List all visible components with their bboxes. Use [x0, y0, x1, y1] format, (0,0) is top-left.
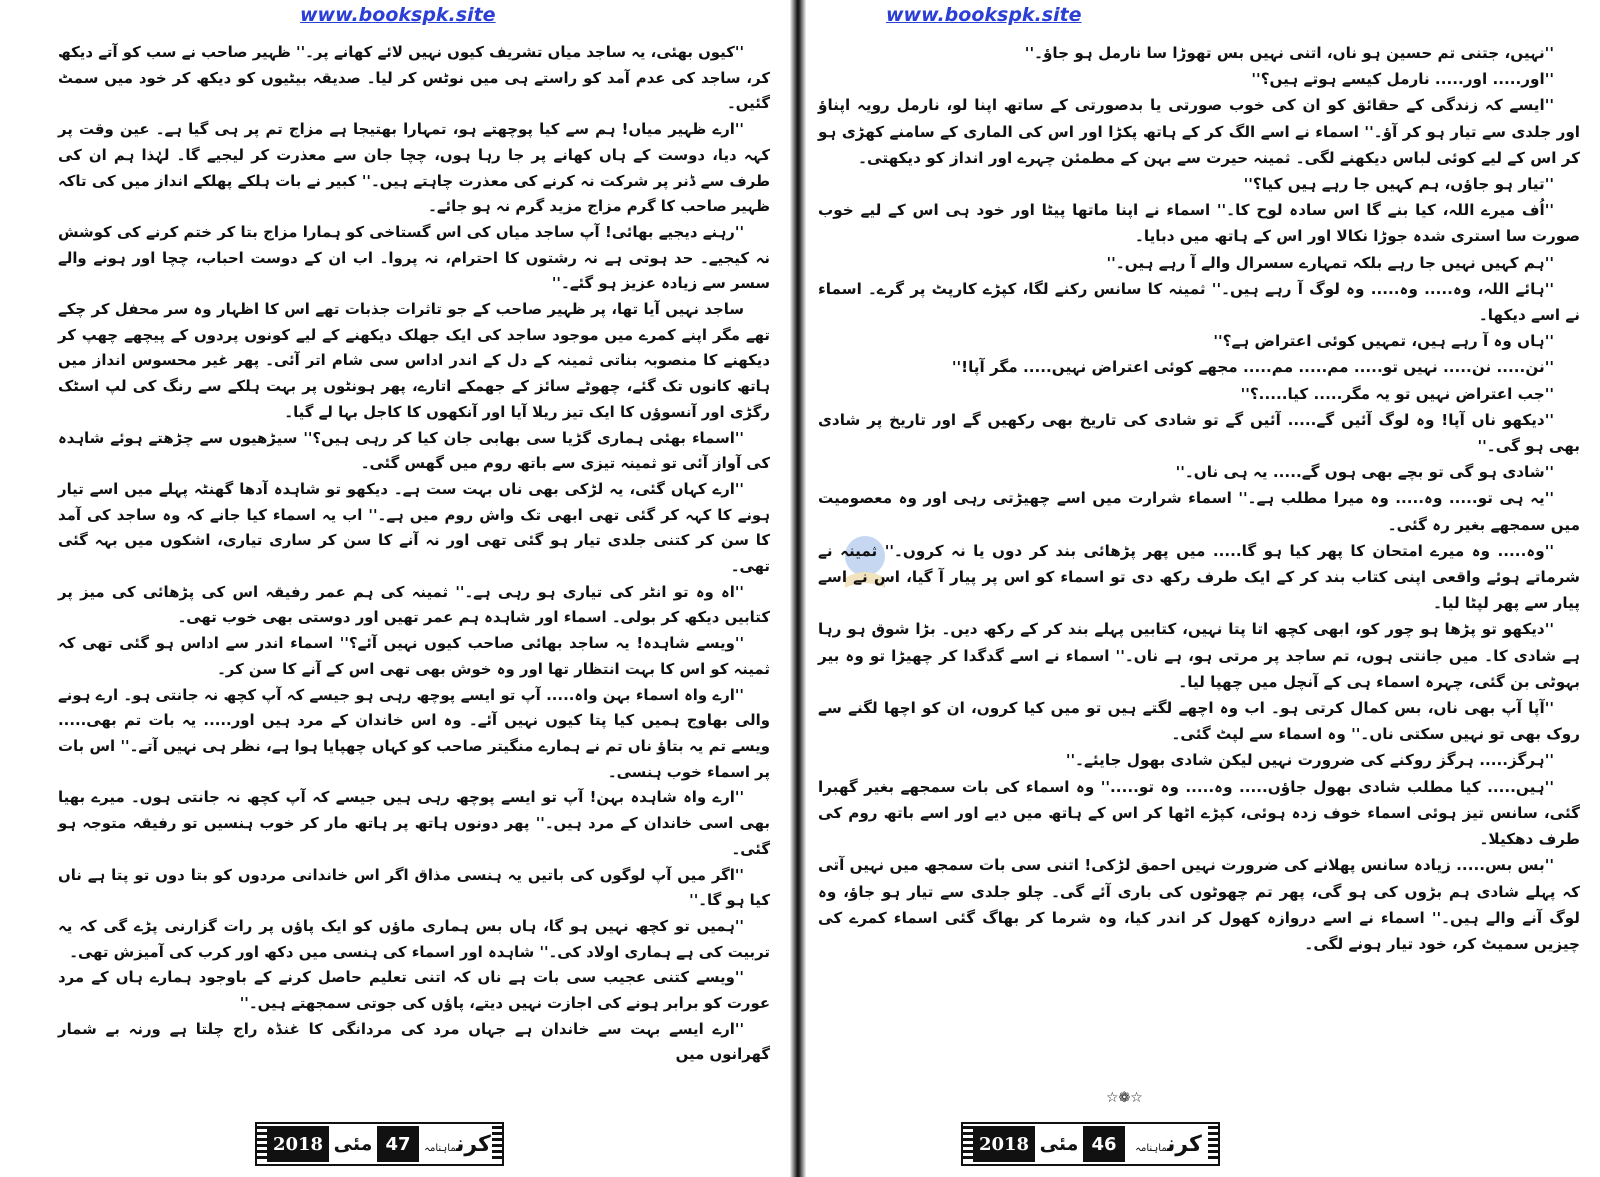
footer-ornament — [492, 1126, 502, 1162]
footer-page-number: 46 — [1083, 1126, 1125, 1162]
story-paragraph: ''ارے واہ شاہدہ بہن! آپ تو ایسے پوچھ رہی ہیں جیسے کہ آپ کچھ نہ جانتی ہوں۔ میرے بھیا بھی اسی خاندان کے مرد ہیں۔'' پھر دونوں ہاتھ پر ہاتھ مار کر خوب ہنسیں تو رفیقہ متوجہ ہو گئی۔ — [58, 788, 770, 858]
footer-month: مئی — [333, 1133, 373, 1155]
story-paragraph: ''اسماء بھئی ہماری گڑیا سی بھابی جان کیا کر رہی ہیں؟'' سیڑھیوں سے چڑھتے ہوئے شاہدہ کی آواز آئی تو ثمینہ تیزی سے باتھ روم میں گھس گئی۔ — [58, 428, 770, 473]
footer-ornament — [1208, 1126, 1218, 1162]
story-paragraph: ''دیکھو تو پڑھا ہو چور کو، ابھی کچھ اتا پتا نہیں، کتابیں پہلے بند کر کے رکھ دیں۔ بڑا شوق ہو رہا ہے شادی کا۔ میں جانتی ہوں، تم ساجد پر مرتی ہو، ہے ناں۔'' اسماء نے اسے گدگدا کر چھیڑا تو وہ بیر بہوٹی بن گئی، چہرہ اسماء ہی کے آنچل میں چھپا لیا۔ — [818, 620, 1580, 691]
story-paragraph: ''وہ..... وہ میرے امتحان کا پھر کیا ہو گا..... میں پھر پڑھائی بند کر دوں یا نہ کروں۔'' ثمینہ نے شرماتے ہوئے واقعی اپنی کتاب بند کر کے ایک طرف رکھ دی تو اسماء کو اس پر پیار آ گیا، اس نے اسے پیار سے پھر لپٹا لیا۔ — [818, 541, 1580, 613]
magazine-title: کرن — [456, 1131, 491, 1157]
right-page-text — [818, 40, 1580, 957]
section-end-stars: ☆❁☆ — [1106, 1090, 1143, 1106]
right-page-footer — [961, 1122, 1220, 1166]
story-paragraph: ''نن..... نن..... نہیں تو..... مم..... مم..... مجھے کوئی اعتراض نہیں..... مگر آپا!'' — [951, 358, 1554, 377]
story-paragraph: ''بس بس..... زیادہ سانس پھلانے کی ضرورت نہیں احمق لڑکی! اتنی سی بات سمجھ میں نہیں آتی کہ پہلے شادی ہم بڑوں کی ہو گی، پھر تم چھوٹوں کی باری آئے گی۔ چلو جلدی سے تیار ہو جاؤ، وہ لوگ آنے والے ہیں۔'' اسماء نے اسے دروازہ کھول کر اندر کیا، وہ شرما کر بھاگ گئی اسماء کمرے کی چیزیں سمیٹ کر، خود تیار ہونے لگی۔ — [818, 856, 1580, 953]
story-paragraph: ''ہرگز..... ہرگز روکنے کی ضرورت نہیں لیکن شادی بھول جایئے۔'' — [1065, 751, 1554, 770]
left-page-text — [58, 40, 770, 1068]
site-url[interactable]: www.bookspk.site — [886, 4, 1082, 26]
footer-page-number: 47 — [377, 1126, 419, 1162]
story-paragraph: ''اور..... اور..... نارمل کیسے ہوتے ہیں؟'' — [1251, 70, 1554, 89]
story-paragraph: ''ہائے اللہ، وہ..... وہ..... وہ لوگ آ رہے ہیں۔'' ثمینہ کا سانس رکنے لگا، کپڑے کارپٹ پر گرے۔ اسماء نے اسے دیکھا۔ — [818, 279, 1580, 325]
left-page-footer — [255, 1122, 504, 1166]
story-paragraph: ''شادی ہو گی تو بچے بھی ہوں گے..... یہ ہی ناں۔'' — [1175, 463, 1554, 482]
site-url[interactable]: www.bookspk.site — [300, 4, 496, 26]
story-paragraph: ''ارے واہ اسماء بہن واہ..... آپ تو ایسے پوچھ رہی ہو جیسے کہ آپ کچھ نہ جانتی ہو۔ ارے ہونے والی بھاوج ہمیں کیا پتا کیوں نہیں آئے۔ وہ اس خاندان کے مرد ہیں اور..... یہ بات تم بھی..... ویسے تم یہ بتاؤ ناں تم نے ہمارے منگیتر صاحب کو کہاں چھپایا ہوا ہے، نظر ہی نہیں آتے۔'' اس بات پر اسماء خوب ہنسی۔ — [58, 685, 770, 781]
story-paragraph: ''ویسے کتنی عجیب سی بات ہے ناں کہ اتنی تعلیم حاصل کرنے کے باوجود ہمارے ہاں کے مرد عورت کو برابر ہونے کی اجازت نہیں دیتے، پاؤں کی جوتی سمجھتے ہیں۔'' — [58, 968, 770, 1013]
story-paragraph: ''اہ وہ تو انٹر کی تیاری ہو رہی ہے۔'' ثمینہ کی ہم عمر رفیقہ اس کی پڑھائی کی میز پر کتابیں دیکھ کر بولی۔ اسماء اور شاہدہ ہم عمر تھیں اور دوستی بھی خوب تھی۔ — [58, 582, 770, 627]
story-paragraph: ''اُف میرے اللہ، کیا بنے گا اس سادہ لوح کا۔'' اسماء نے اپنا ماتھا پیٹا اور خود ہی اس کے لیے خوب صورت سا استری شدہ جوڑا نکالا اور اس کے ہاتھ میں دبایا۔ — [818, 201, 1580, 246]
footer-ornament — [257, 1126, 267, 1162]
story-paragraph: ''جب اعتراض نہیں تو یہ مگر..... کیا.....؟'' — [1240, 384, 1554, 403]
footer-month: مئی — [1039, 1133, 1079, 1155]
story-paragraph: ''ہم کہیں نہیں جا رہے بلکہ تمہارے سسرال والے آ رہے ہیں۔'' — [1106, 253, 1554, 272]
story-paragraph: ''ہمیں تو کچھ نہیں ہو گا، ہاں بس ہماری ماؤں کو ایک پاؤں پر رات گزارنی پڑے گی کہ یہ تربیت کی ہے ہماری اولاد کی۔'' شاہدہ اور اسماء کی ہنسی میں دکھ اور کرب کی آمیزش تھی۔ — [58, 916, 770, 961]
story-paragraph: ''ہاں وہ آ رہے ہیں، تمہیں کوئی اعتراض ہے؟'' — [1213, 332, 1554, 351]
story-paragraph: ''آپا آپ بھی ناں، بس کمال کرتی ہو۔ اب وہ اچھے لگتے ہیں تو میں کیا کروں، ان کو اچھا لگنے سے روک بھی تو نہیں سکتی ناں۔'' وہ اسماء سے لپٹ گئی۔ — [818, 699, 1580, 744]
footer-year: 2018 — [267, 1126, 329, 1162]
story-paragraph: ''اگر میں آپ لوگوں کی باتیں یہ ہنسی مذاق اگر اس خاندانی مردوں کو بتا دوں تو پتا ہے ناں کیا ہو گا۔'' — [58, 865, 770, 910]
story-paragraph: ''نہیں، جتنی تم حسین ہو ناں، اتنی نہیں بس تھوڑا سا نارمل ہو جاؤ۔'' — [1024, 44, 1554, 62]
story-paragraph: ''ایسے کہ زندگی کے حقائق کو ان کی خوب صورتی یا بدصورتی کے ساتھ اپنا لو، نارمل رویہ اپناؤ اور جلدی سے تیار ہو کر آؤ۔'' اسماء نے اسے الگ کر کے ہاتھ پکڑا اور اس کی الماری کے سامنے کھڑی ہو کر اس کے لیے کوئی لباس دیکھنے لگی۔ ثمینہ حیرت سے بہن کے مطمئن چہرے اور انداز کو دیکھتی۔ — [818, 96, 1580, 167]
footer-magazine-name — [1125, 1132, 1208, 1157]
footer-ornament — [963, 1126, 973, 1162]
story-paragraph: ''دیکھو ناں آپا! وہ لوگ آئیں گے..... آئیں گے تو شادی کی تاریخ بھی رکھیں گے اور تاریخ پر شادی بھی ہو گی۔'' — [818, 410, 1580, 456]
magazine-prefix: ماہنامہ — [1135, 1142, 1168, 1154]
story-paragraph: ''ہیں..... کیا مطلب شادی بھول جاؤں..... وہ..... وہ تو.....'' وہ اسماء کی بات سمجھے بغیر گھبرا گئی، سانس تیز ہوئی اسماء خوف زدہ ہوئی، کپڑے اٹھا کر اس کے ہاتھ میں دیے اور اسے باتھ روم کی طرف دھکیلا۔ — [818, 777, 1580, 849]
story-paragraph: ساجد نہیں آیا تھا، پر ظہیر صاحب کے جو تاثرات جذبات تھے اس کا اظہار وہ سر محفل کر چکے تھے مگر اپنے کمرے میں موجود ساجد کی ایک جھلک دیکھنے کے لیے کونوں پردوں کے پیچھے چھپ کر دیکھنے کا منصوبہ بناتی ثمینہ کے دل کے اندر اداس سی شام اتر آئی۔ پھر غیر محسوس انداز میں ہاتھ کانوں تک گئے، چھوٹے سائز کے جھمکے اتارے، پھر ہونٹوں پر بہت ہلکے سے رنگ کی لپ اسٹک رگڑی اور آنسوؤں کا ایک تیز ریلا آیا اور آنکھوں کا کاجل بہا لے گیا۔ — [58, 300, 770, 421]
right-page — [806, 0, 1600, 1177]
story-paragraph: ''ارے ایسے بہت سے خاندان ہے جہاں مرد کی مردانگی کا غنڈہ راج چلتا ہے ورنہ بے شمار گھرانوں میں — [58, 1019, 770, 1064]
story-paragraph: ''ارے ظہیر میاں! ہم سے کیا پوچھتے ہو، تمہارا بھتیجا ہے مزاج تم پر ہی گیا ہے۔ عین وقت پر کہہ دیا، دوست کے ہاں کھانے پر جا رہا ہوں، چچا جان سے معذرت کر لیجیے گا۔ لہٰذا ہم ان کی طرف سے ڈنر پر شرکت نہ کرنے کی معذرت چاہتے ہیں۔'' کبیر نے بات ہلکے پھلکے انداز میں کی تاکہ ظہیر صاحب کا گرم مزاج مزید گرم نہ ہو جائے۔ — [58, 120, 770, 216]
story-paragraph: ''تیار ہو جاؤں، ہم کہیں جا رہے ہیں کیا؟'' — [1243, 175, 1554, 194]
magazine-title: کرن — [1167, 1131, 1202, 1157]
story-paragraph: ''یہ ہی تو..... وہ..... وہ میرا مطلب ہے۔'' اسماء شرارت میں اسے چھیڑتی رہی اور وہ معصومیت میں سمجھے بغیر رہ گئی۔ — [818, 489, 1580, 534]
story-paragraph: ''رہنے دیجیے بھائی! آپ ساجد میاں کی اس گستاخی کو ہمارا مزاج بتا کر ختم کرنے کی کوشش نہ کیجیے۔ حد ہوتی ہے نہ رشتوں کا احترام، نہ پروا۔ اب ان کے دوست احباب، چچا اور ہونے والے سسر سے زیادہ عزیز ہو گئے۔'' — [58, 222, 770, 293]
footer-year: 2018 — [973, 1126, 1035, 1162]
story-paragraph: ''کیوں بھئی، یہ ساجد میاں تشریف کیوں نہیں لائے کھانے پر۔'' ظہیر صاحب نے سب کو آتے دیکھ کر، ساجد کی عدم آمد کو راستے ہی میں نوٹس کر لیا۔ صدیقہ بیٹیوں کو دیکھ کر خود میں سمٹ گئیں۔ — [58, 43, 770, 113]
footer-magazine-name — [419, 1132, 492, 1157]
story-paragraph: ''ویسے شاہدہ! یہ ساجد بھائی صاحب کیوں نہیں آئے؟'' اسماء اندر سے اداس ہو گئی تھی کہ ثمینہ کو اس کا بہت انتظار تھا اور وہ خوش بھی تھی اس کے آنے کا سن کر۔ — [58, 634, 770, 678]
magazine-prefix: ماہنامہ — [424, 1142, 457, 1154]
story-paragraph: ''ارے کہاں گئی، یہ لڑکی بھی ناں بہت ست ہے۔ دیکھو تو شاہدہ آدھا گھنٹہ پہلے میں اسے تیار ہونے کا کہہ کر گئی تھی ابھی تک واش روم میں ہے۔'' اب یہ اسماء کیا جانے کہ وہ ساجد کی آمد کا سن کر کتنی جلدی تیار ہو گئی تھی اور نہ آنے کا سن کر ساری تیاری، اشکوں میں بہہ گئی تھی۔ — [58, 479, 770, 576]
left-page — [0, 0, 790, 1177]
